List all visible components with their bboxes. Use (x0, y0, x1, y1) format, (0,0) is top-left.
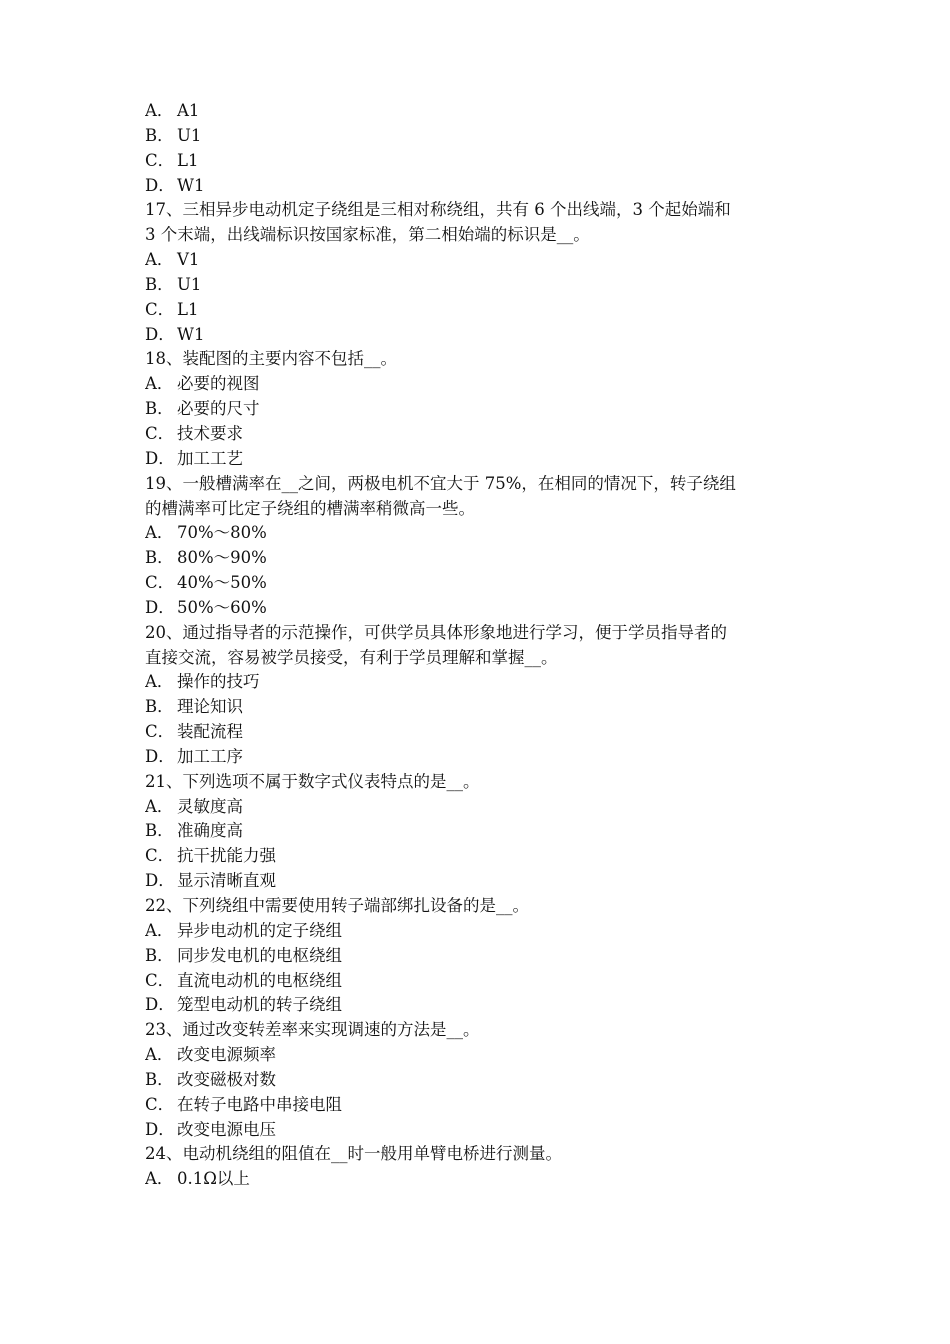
option-text: 改变电源频率 (177, 1045, 276, 1065)
answer-option (145, 869, 815, 894)
option-label: C． (145, 970, 175, 990)
option-label: A． (145, 374, 174, 394)
option-text: L1 (177, 299, 199, 319)
answer-option (145, 1167, 815, 1192)
option-text: 改变磁极对数 (177, 1069, 276, 1089)
question-text: 21、下列选项不属于数字式仪表特点的是__。 (145, 771, 480, 791)
option-label: D． (145, 871, 175, 891)
option-text: 必要的视图 (177, 374, 260, 394)
option-text: W1 (177, 324, 205, 344)
option-label: C． (145, 1094, 175, 1114)
option-label: D． (145, 1119, 175, 1139)
answer-option (145, 944, 815, 969)
option-label: A． (145, 672, 174, 692)
option-label: D． (145, 597, 175, 617)
option-text: 装配流程 (177, 722, 243, 742)
answer-option (145, 149, 815, 174)
option-label: A． (145, 920, 174, 940)
answer-option (145, 372, 815, 397)
option-label: D． (145, 324, 175, 344)
answer-option (145, 969, 815, 994)
answer-option (145, 248, 815, 273)
answer-option (145, 447, 815, 472)
answer-option (145, 99, 815, 124)
option-text: W1 (177, 175, 205, 195)
option-label: C． (145, 299, 175, 319)
question-text: 22、下列绕组中需要使用转子端部绑扎设备的是__。 (145, 896, 529, 915)
option-text: A1 (177, 101, 200, 120)
answer-option (145, 844, 815, 869)
option-label: C． (145, 722, 175, 742)
option-label: A． (145, 250, 174, 270)
answer-option (145, 1093, 815, 1118)
answer-option (145, 1043, 815, 1068)
option-text: 50%～60% (177, 597, 267, 617)
answer-option (145, 670, 815, 695)
option-text: 技术要求 (177, 423, 243, 443)
answer-option (145, 919, 815, 944)
question-text: 23、通过改变转差率来实现调速的方法是__。 (145, 1020, 480, 1040)
option-text: V1 (177, 250, 200, 270)
answer-option (145, 174, 815, 199)
question-text: 的槽满率可比定子绕组的槽满率稍微高一些。 (145, 498, 475, 518)
option-label: A． (145, 101, 174, 120)
answer-option (145, 124, 815, 149)
answer-option (145, 1118, 815, 1143)
option-text: 灵敏度高 (177, 796, 243, 816)
option-label: C． (145, 846, 175, 866)
option-label: A． (145, 1169, 174, 1189)
option-label: C． (145, 150, 175, 170)
option-text: L1 (177, 150, 199, 170)
option-label: B． (145, 125, 174, 145)
question-text: 24、电动机绕组的阻值在__时一般用单臂电桥进行测量。 (145, 1144, 562, 1164)
question-text: 直接交流，容易被学员接受，有利于学员理解和掌握__。 (145, 647, 558, 667)
answer-option (145, 1068, 815, 1093)
option-text: U1 (177, 125, 202, 145)
option-label: A． (145, 523, 174, 543)
question-text: 17、三相异步电动机定子绕组是三相对称绕组，共有 6 个出线端，3 个起始端和 (145, 200, 731, 220)
option-text: 0.1Ω以上 (177, 1169, 250, 1189)
answer-option (145, 745, 815, 770)
option-label: D． (145, 995, 175, 1015)
option-text: 准确度高 (177, 821, 243, 841)
option-text: 80%～90% (177, 548, 267, 568)
option-text: 直流电动机的电枢绕组 (177, 970, 342, 990)
question-text: 20、通过指导者的示范操作，可供学员具体形象地进行学习，便于学员指导者的 (145, 622, 727, 642)
answer-option (145, 720, 815, 745)
option-text: 异步电动机的定子绕组 (177, 920, 342, 940)
option-label: B． (145, 697, 174, 717)
answer-option (145, 596, 815, 621)
answer-option (145, 397, 815, 422)
answer-option (145, 521, 815, 546)
option-text: 70%～80% (177, 523, 267, 543)
option-text: 同步发电机的电枢绕组 (177, 945, 342, 965)
option-label: B． (145, 1069, 174, 1089)
option-label: D． (145, 175, 175, 195)
document-body (145, 99, 815, 1192)
answer-option (145, 273, 815, 298)
option-label: C． (145, 423, 175, 443)
option-label: B． (145, 548, 174, 568)
option-label: B． (145, 945, 174, 965)
answer-option (145, 298, 815, 323)
option-text: 加工工序 (177, 746, 243, 766)
option-label: D． (145, 448, 175, 468)
option-text: 加工工艺 (177, 448, 243, 468)
option-label: A． (145, 796, 174, 816)
answer-option (145, 795, 815, 820)
answer-option (145, 323, 815, 348)
option-text: 抗干扰能力强 (177, 846, 276, 866)
option-text: 操作的技巧 (177, 672, 260, 692)
option-label: B． (145, 821, 174, 841)
option-text: U1 (177, 274, 202, 294)
option-label: D． (145, 746, 175, 766)
option-text: 在转子电路中串接电阻 (177, 1094, 342, 1114)
question-text: 19、一般槽满率在__之间，两极电机不宜大于 75%，在相同的情况下，转子绕组 (145, 473, 736, 493)
answer-option (145, 695, 815, 720)
option-label: C． (145, 573, 175, 593)
answer-option (145, 819, 815, 844)
option-label: A． (145, 1045, 174, 1065)
option-text: 40%～50% (177, 573, 267, 593)
answer-option (145, 422, 815, 447)
option-text: 必要的尺寸 (177, 399, 260, 419)
answer-option (145, 571, 815, 596)
question-text: 18、装配图的主要内容不包括__。 (145, 349, 397, 369)
option-text: 笼型电动机的转子绕组 (177, 995, 342, 1015)
option-text: 显示清晰直观 (177, 871, 276, 891)
option-label: B． (145, 399, 174, 419)
option-label: B． (145, 274, 174, 294)
option-text: 理论知识 (177, 697, 243, 717)
option-text: 改变电源电压 (177, 1119, 276, 1139)
answer-option (145, 993, 815, 1018)
answer-option (145, 546, 815, 571)
question-text: 3 个末端，出线端标识按国家标准，第二相始端的标识是__。 (145, 225, 590, 245)
